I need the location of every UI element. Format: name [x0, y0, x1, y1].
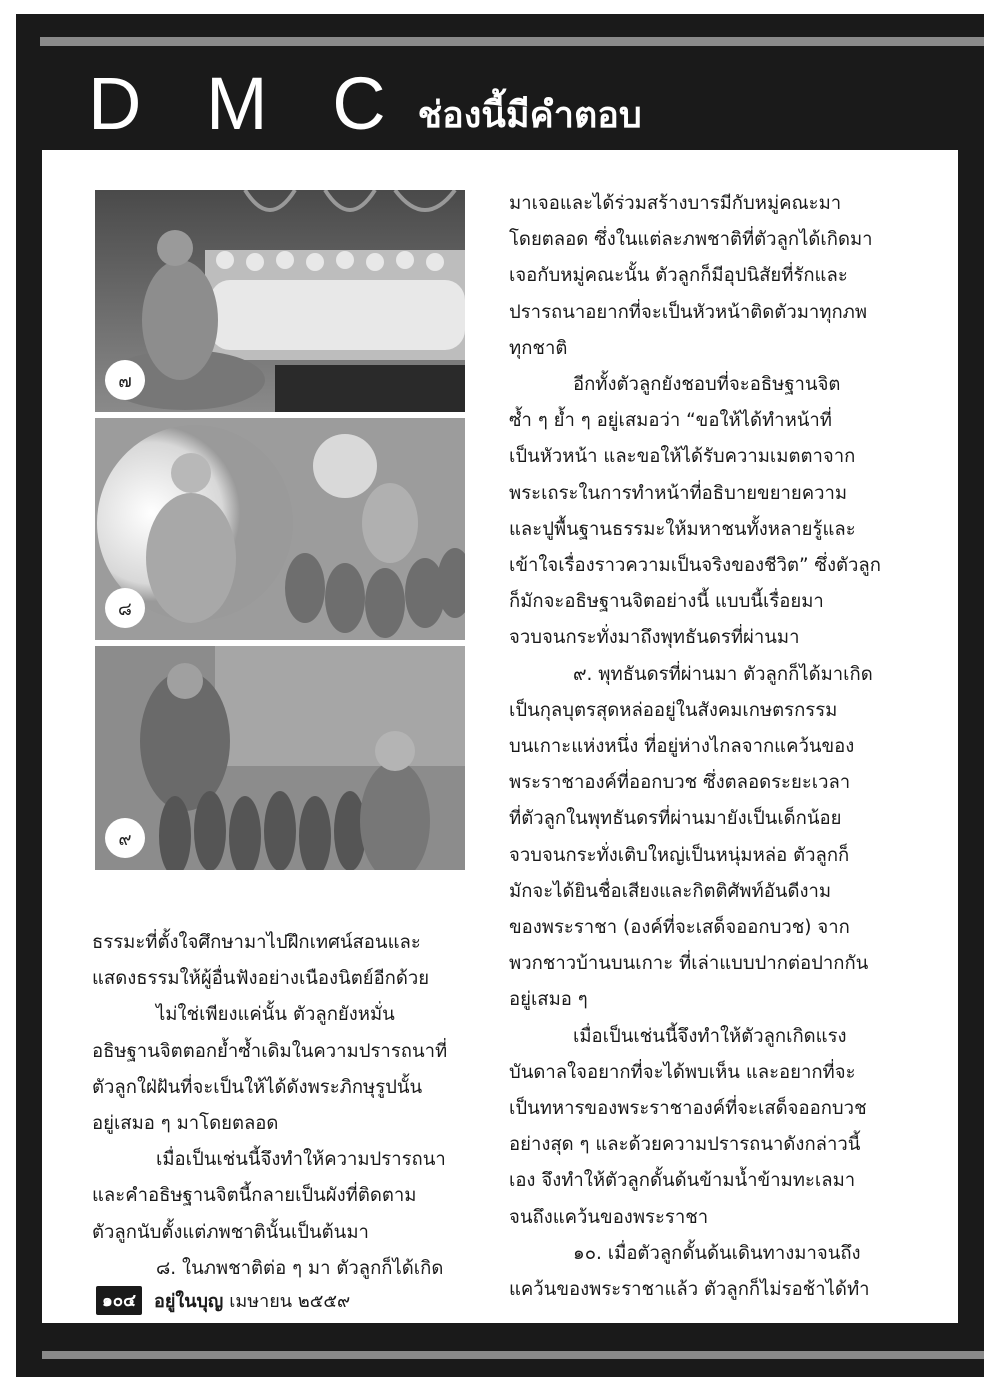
text-line: จนถึงแคว้นของพระราชา [509, 1206, 709, 1228]
text-line: อธิษฐานจิตตอกย้ำซ้ำเดิมในความปรารถนาที่ [92, 1040, 448, 1062]
illustration-8 [95, 418, 465, 640]
photo-number-badge: ๙ [105, 818, 145, 858]
header [88, 64, 642, 144]
dmc-logo: D M C [88, 62, 408, 145]
column-title: ช่องนี้มีคำตอบ [417, 95, 642, 136]
text-line: มักจะได้ยินชื่อเสียงและกิตติศัพท์อันดีงาม [509, 880, 832, 902]
text-line: จวบจนกระทั่งเติบใหญ่เป็นหนุ่มหล่อ ตัวลูกก็ [509, 844, 850, 866]
text-line: เป็นทหารของพระราชาองค์ที่จะเสด็จออกบวช [509, 1098, 867, 1120]
page-number: ๑๐๔ [96, 1286, 142, 1315]
text-line: ซ้ำ ๆ ย้ำ ๆ อยู่เสมอว่า “ขอให้ได้ทำหน้าที่ [509, 410, 832, 432]
bottom-stripe [42, 1351, 984, 1359]
text-line: ที่ตัวลูกในพุทธันดรที่ผ่านมายังเป็นเด็กน้อย [509, 808, 842, 830]
text-line: ทุกชาติ [509, 337, 568, 359]
text-line: ของพระราชา (องค์ที่จะเสด็จออกบวช) จาก [509, 917, 850, 939]
text-line: ปรารถนาอยากที่จะเป็นหัวหน้าติดตัวมาทุกภพ [509, 301, 868, 323]
text-line: อย่างสุด ๆ และด้วยความปรารถนาดังกล่าวนี้ [509, 1134, 861, 1156]
text-line: แสดงธรรมให้ผู้อื่นฟังอย่างเนืองนิตย์อีกด้วย [92, 968, 430, 990]
text-line: เป็นหัวหน้า และขอให้ได้รับความเมตตาจาก [509, 446, 856, 468]
text-line: และปูพื้นฐานธรรมะให้มหาชนทั้งหลายรู้และ [509, 518, 856, 540]
text-line: เป็นกุลบุตรสุดหล่ออยู่ในสังคมเกษตรกรรม [509, 699, 838, 721]
text-line: จวบจนกระทั่งมาถึงพุทธันดรที่ผ่านมา [509, 627, 800, 649]
photo-number-badge: ๗ [105, 360, 145, 400]
text-line: โดยตลอด ซึ่งในแต่ละภพชาติที่ตัวลูกได้เกิดมา [509, 229, 873, 251]
issue-date: เมษายน ๒๕๕๙ [229, 1291, 351, 1312]
text-line: เอง จึงทำให้ตัวลูกดั้นด้นข้ามน้ำข้ามทะเลมา [509, 1170, 856, 1192]
page-footer [96, 1286, 350, 1315]
text-line: เมื่อเป็นเช่นนี้จึงทำให้ความปรารถนา [156, 1149, 446, 1171]
text-line: แคว้นของพระราชาแล้ว ตัวลูกก็ไม่รอช้าได้ทำ [509, 1279, 870, 1301]
text-line: ๑๐. เมื่อตัวลูกดั้นด้นเดินทางมาจนถึง [573, 1242, 861, 1264]
illustration-9 [95, 646, 465, 870]
text-line: บนเกาะแห่งหนึ่ง ที่อยู่ห่างไกลจากแคว้นของ [509, 736, 855, 758]
text-line: อยู่เสมอ ๆ [509, 989, 588, 1011]
text-line: ๘. ในภพชาติต่อ ๆ มา ตัวลูกก็ได้เกิด [156, 1257, 444, 1279]
text-line: ตัวลูกนับตั้งแต่ภพชาตินั้นเป็นต้นมา [92, 1221, 369, 1243]
text-line: ๙. พุทธันดรที่ผ่านมา ตัวลูกก็ได้มาเกิด [573, 663, 873, 685]
photo-number-badge: ๘ [105, 588, 145, 628]
illustration-7 [95, 190, 465, 412]
text-line: พวกชาวบ้านบนเกาะ ที่เล่าแบบปากต่อปากกัน [509, 953, 869, 975]
text-line: ก็มักจะอธิษฐานจิตอย่างนี้ แบบนี้เรื่อยมา [509, 591, 824, 613]
page-content [42, 150, 958, 1323]
magazine-name: อยู่ในบุญ [154, 1291, 224, 1312]
text-line: พระเถระในการทำหน้าที่อธิบายขยายความ [509, 482, 848, 504]
text-line: มาเจอและได้ร่วมสร้างบารมีกับหมู่คณะมา [509, 193, 842, 214]
text-line: เมื่อเป็นเช่นนี้จึงทำให้ตัวลูกเกิดแรง [573, 1025, 847, 1047]
text-line: และคำอธิษฐานจิตนี้กลายเป็นผังที่ติดตาม [92, 1185, 417, 1207]
text-line: พระราชาองค์ที่ออกบวช ซึ่งตลอดระยะเวลา [509, 772, 851, 794]
top-stripe [40, 37, 984, 46]
text-line: ตัวลูกใฝ่ฝันที่จะเป็นให้ได้ดังพระภิกษุรูปนั้น [92, 1076, 423, 1098]
text-line: เข้าใจเรื่องราวความเป็นจริงของชีวิต” ซึ่งตัวลูก [509, 555, 881, 577]
left-column-text [92, 925, 502, 1287]
right-column-text [509, 186, 939, 1308]
text-line: เจอกับหมู่คณะนั้น ตัวลูกก็มีอุปนิสัยที่รักและ [509, 265, 848, 287]
text-line: อีกทั้งตัวลูกยังชอบที่จะอธิษฐานจิต [573, 374, 841, 396]
text-line: บันดาลใจอยากที่จะได้พบเห็น และอยากที่จะ [509, 1061, 856, 1083]
text-line: ไม่ใช่เพียงแค่นั้น ตัวลูกยังหมั่น [156, 1004, 395, 1026]
text-line: ธรรมะที่ตั้งใจศึกษามาไปฝึกเทศน์สอนและ [92, 932, 421, 953]
text-line: อยู่เสมอ ๆ มาโดยตลอด [92, 1113, 279, 1135]
